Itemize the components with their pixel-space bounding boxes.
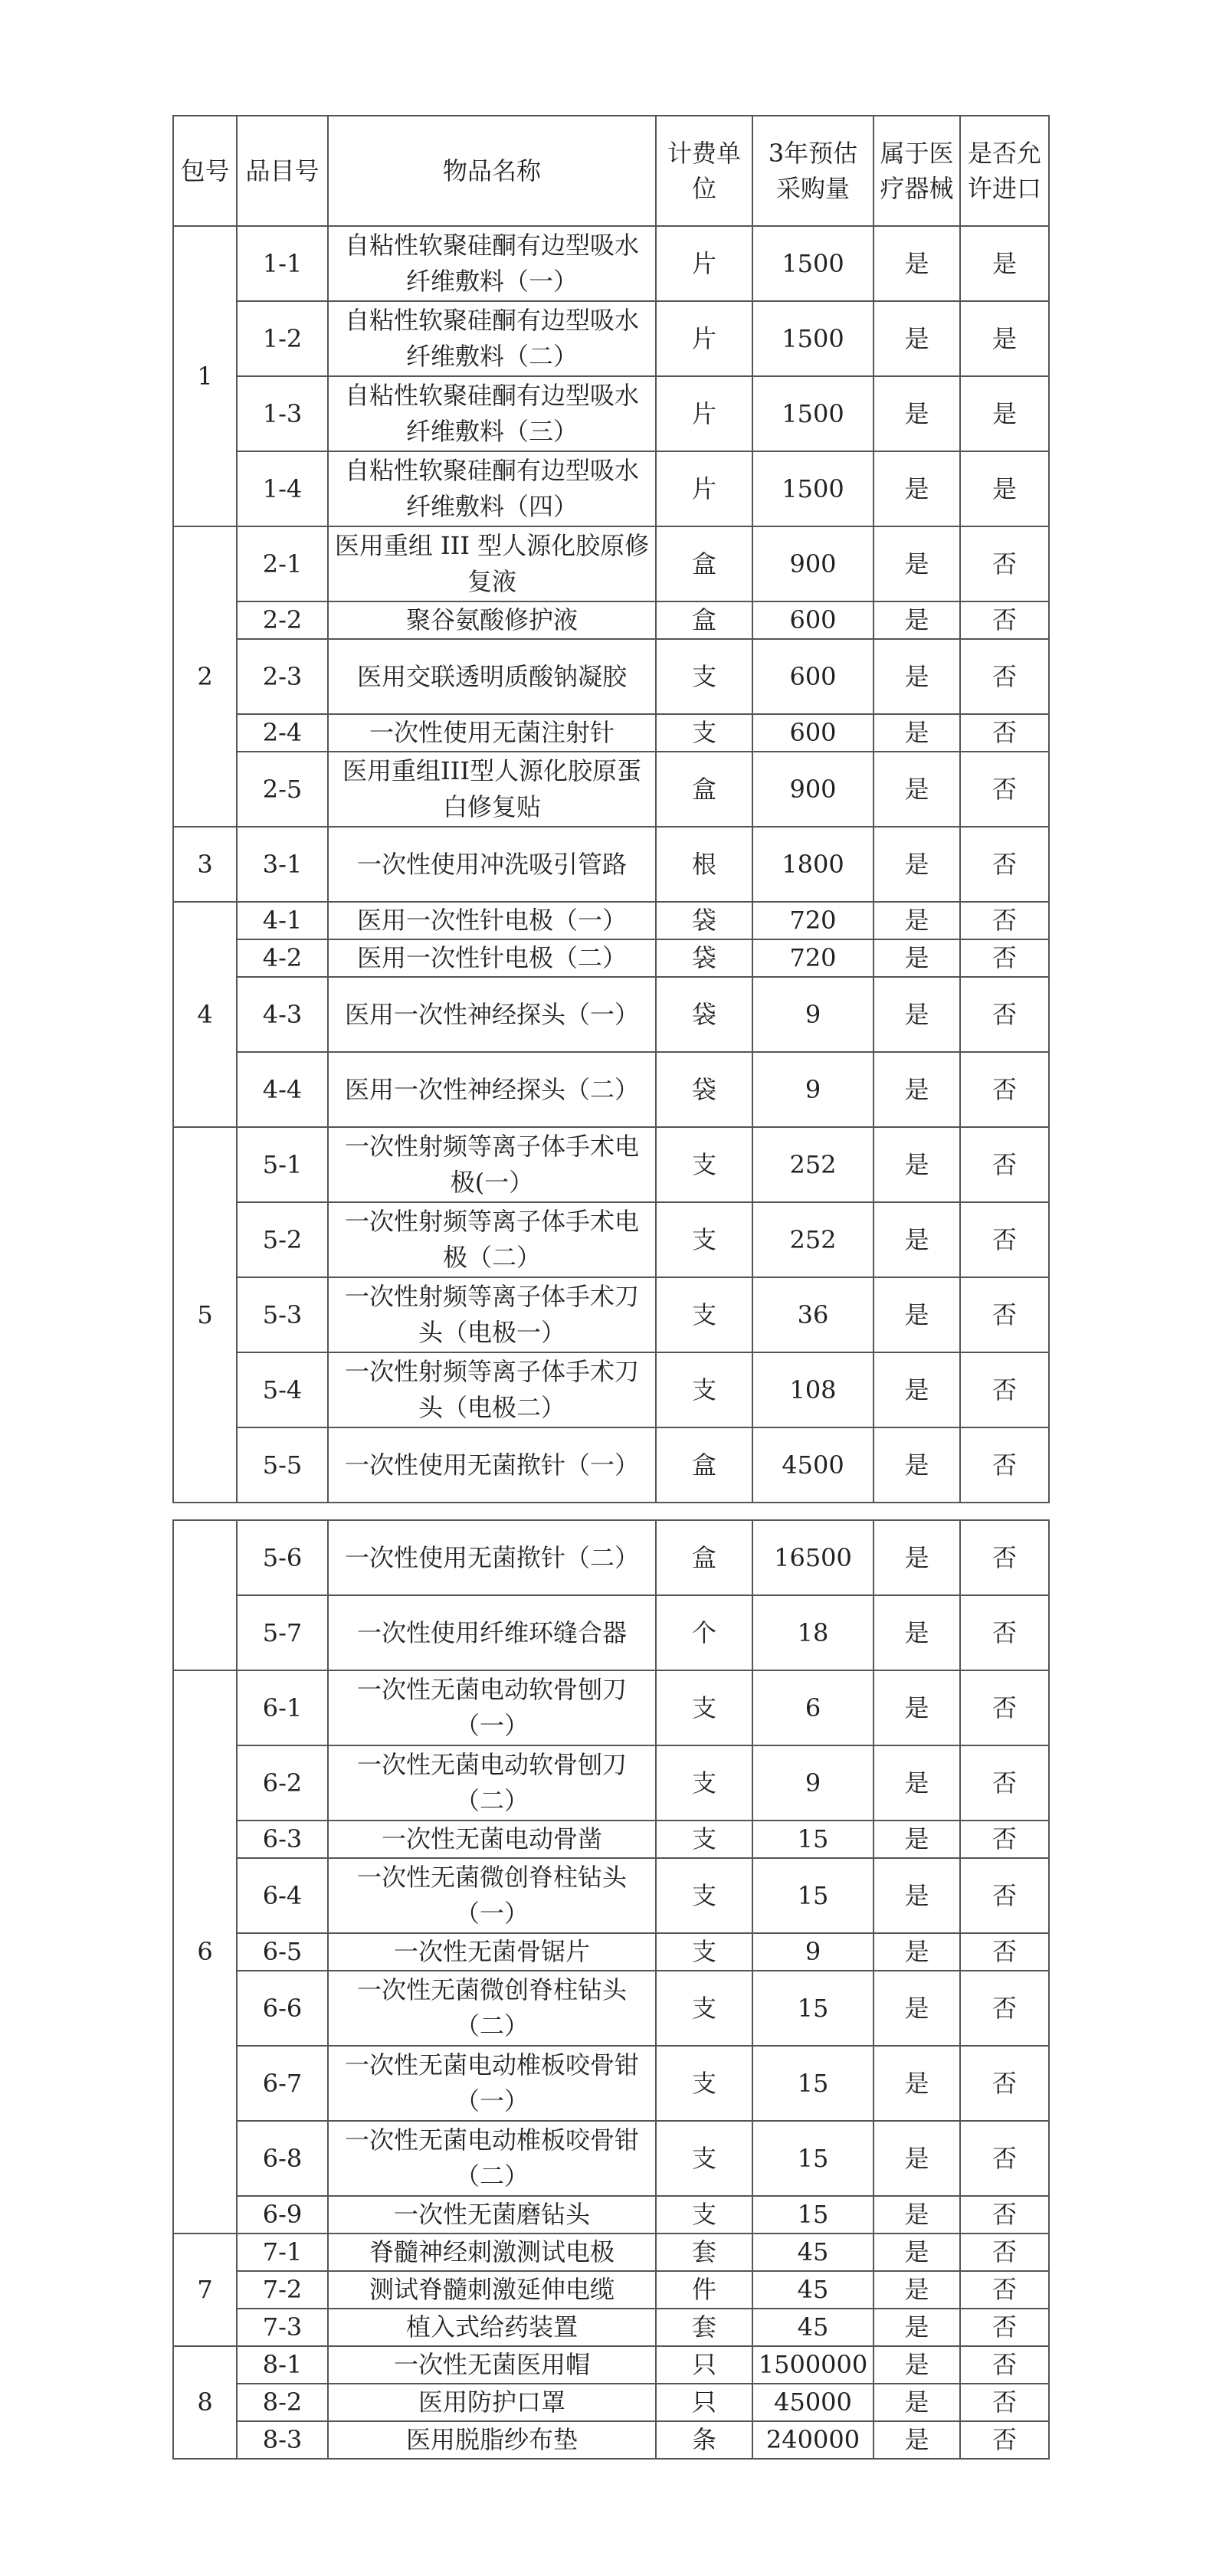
quantity-cell: 15 [752, 1858, 873, 1933]
item-no-cell: 7-3 [237, 2309, 328, 2346]
unit-cell: 支 [656, 1127, 752, 1202]
import-allowed-cell: 否 [960, 526, 1049, 601]
item-name-cell: 医用脱脂纱布垫 [328, 2421, 656, 2459]
quantity-cell: 720 [752, 939, 873, 977]
medical-device-cell: 是 [873, 2121, 960, 2196]
item-no-cell: 5-6 [237, 1520, 328, 1595]
table-row [173, 2271, 1049, 2309]
quantity-cell: 1500 [752, 301, 873, 376]
item-name-cell: 医用一次性神经探头（一） [328, 977, 656, 1052]
item-no-cell: 7-1 [237, 2234, 328, 2271]
medical-device-cell: 是 [873, 1052, 960, 1127]
item-name-cell: 聚谷氨酸修护液 [328, 601, 656, 639]
item-no-cell: 5-3 [237, 1277, 328, 1352]
quantity-cell: 15 [752, 2196, 873, 2234]
table-row [173, 1745, 1049, 1821]
import-allowed-cell: 否 [960, 1427, 1049, 1503]
quantity-cell: 108 [752, 1352, 873, 1427]
item-name-cell: 医用交联透明质酸钠凝胶 [328, 639, 656, 714]
unit-cell: 支 [656, 1277, 752, 1352]
medical-device-cell: 是 [873, 526, 960, 601]
medical-device-cell: 是 [873, 2421, 960, 2459]
medical-device-cell: 是 [873, 451, 960, 526]
medical-device-cell: 是 [873, 714, 960, 752]
unit-cell: 套 [656, 2234, 752, 2271]
table-row [173, 1052, 1049, 1127]
item-no-cell: 8-1 [237, 2346, 328, 2384]
import-allowed-cell: 否 [960, 1520, 1049, 1595]
item-no-cell: 2-1 [237, 526, 328, 601]
unit-cell: 支 [656, 714, 752, 752]
import-allowed-cell: 否 [960, 1933, 1049, 1971]
medical-device-cell: 是 [873, 2309, 960, 2346]
item-no-cell: 2-5 [237, 752, 328, 827]
table-row [173, 376, 1049, 451]
quantity-cell: 9 [752, 977, 873, 1052]
item-no-cell: 2-4 [237, 714, 328, 752]
import-allowed-cell: 否 [960, 1202, 1049, 1277]
import-allowed-cell: 是 [960, 301, 1049, 376]
table-row [173, 752, 1049, 827]
import-allowed-cell: 否 [960, 827, 1049, 902]
import-allowed-cell: 否 [960, 1858, 1049, 1933]
item-name-cell: 一次性无菌电动软骨刨刀（二） [328, 1745, 656, 1821]
import-allowed-cell: 否 [960, 1821, 1049, 1858]
unit-cell: 支 [656, 2121, 752, 2196]
quantity-cell: 240000 [752, 2421, 873, 2459]
item-name-cell: 医用一次性神经探头（二） [328, 1052, 656, 1127]
item-name-cell: 一次性使用无菌揿针（一） [328, 1427, 656, 1503]
item-no-cell: 8-2 [237, 2384, 328, 2421]
header-item-no: 品目号 [237, 116, 328, 226]
medical-device-cell: 是 [873, 2384, 960, 2421]
table-row [173, 226, 1049, 301]
quantity-cell: 15 [752, 2046, 873, 2121]
medical-device-cell: 是 [873, 2046, 960, 2121]
unit-cell: 支 [656, 1821, 752, 1858]
table-row [173, 2421, 1049, 2459]
medical-device-cell: 是 [873, 939, 960, 977]
import-allowed-cell: 是 [960, 226, 1049, 301]
unit-cell: 支 [656, 1670, 752, 1745]
import-allowed-cell: 否 [960, 752, 1049, 827]
medical-device-cell: 是 [873, 1670, 960, 1745]
header-import-allowed: 是否允许进口 [960, 116, 1049, 226]
unit-cell: 条 [656, 2421, 752, 2459]
unit-cell: 个 [656, 1595, 752, 1670]
unit-cell: 支 [656, 1933, 752, 1971]
item-no-cell: 1-2 [237, 301, 328, 376]
procurement-table-part-1 [172, 115, 1050, 1503]
table-row [173, 2121, 1049, 2196]
package-no-cell: 5 [173, 1127, 237, 1503]
import-allowed-cell: 否 [960, 2346, 1049, 2384]
item-name-cell: 一次性使用冲洗吸引管路 [328, 827, 656, 902]
unit-cell: 片 [656, 226, 752, 301]
item-no-cell: 5-2 [237, 1202, 328, 1277]
item-name-cell: 一次性射频等离子体手术电极（二） [328, 1202, 656, 1277]
medical-device-cell: 是 [873, 376, 960, 451]
unit-cell: 支 [656, 1202, 752, 1277]
quantity-cell: 45 [752, 2234, 873, 2271]
import-allowed-cell: 否 [960, 2421, 1049, 2459]
medical-device-cell: 是 [873, 1202, 960, 1277]
quantity-cell: 18 [752, 1595, 873, 1670]
item-name-cell: 一次性射频等离子体手术刀头（电极一） [328, 1277, 656, 1352]
table-row [173, 1821, 1049, 1858]
table-row [173, 1427, 1049, 1503]
import-allowed-cell: 否 [960, 2234, 1049, 2271]
table-row [173, 902, 1049, 939]
quantity-cell: 1500000 [752, 2346, 873, 2384]
medical-device-cell: 是 [873, 752, 960, 827]
item-name-cell: 医用一次性针电极（二） [328, 939, 656, 977]
medical-device-cell: 是 [873, 1971, 960, 2046]
quantity-cell: 1800 [752, 827, 873, 902]
medical-device-cell: 是 [873, 226, 960, 301]
package-no-cell: 1 [173, 226, 237, 526]
item-name-cell: 自粘性软聚硅酮有边型吸水纤维敷料（一） [328, 226, 656, 301]
item-name-cell: 一次性无菌医用帽 [328, 2346, 656, 2384]
quantity-cell: 252 [752, 1202, 873, 1277]
import-allowed-cell: 否 [960, 1745, 1049, 1821]
unit-cell: 片 [656, 376, 752, 451]
quantity-cell: 45000 [752, 2384, 873, 2421]
unit-cell: 支 [656, 1858, 752, 1933]
import-allowed-cell: 否 [960, 2271, 1049, 2309]
item-no-cell: 2-2 [237, 601, 328, 639]
header-row [173, 116, 1049, 226]
header-package-no: 包号 [173, 116, 237, 226]
medical-device-cell: 是 [873, 601, 960, 639]
table-row [173, 1520, 1049, 1595]
item-no-cell: 5-5 [237, 1427, 328, 1503]
import-allowed-cell: 否 [960, 1670, 1049, 1745]
table-row [173, 1202, 1049, 1277]
unit-cell: 只 [656, 2384, 752, 2421]
unit-cell: 支 [656, 1971, 752, 2046]
medical-device-cell: 是 [873, 1858, 960, 1933]
unit-cell: 盒 [656, 526, 752, 601]
unit-cell: 袋 [656, 1052, 752, 1127]
item-no-cell: 7-2 [237, 2271, 328, 2309]
package-no-cell [173, 1520, 237, 1670]
import-allowed-cell: 否 [960, 2384, 1049, 2421]
quantity-cell: 900 [752, 526, 873, 601]
item-name-cell: 一次性无菌骨锯片 [328, 1933, 656, 1971]
item-name-cell: 一次性使用无菌揿针（二） [328, 1520, 656, 1595]
quantity-cell: 9 [752, 1052, 873, 1127]
table-row [173, 2196, 1049, 2234]
unit-cell: 袋 [656, 977, 752, 1052]
import-allowed-cell: 否 [960, 601, 1049, 639]
medical-device-cell: 是 [873, 827, 960, 902]
table-row [173, 601, 1049, 639]
table-row [173, 2346, 1049, 2384]
item-no-cell: 6-9 [237, 2196, 328, 2234]
header-unit: 计费单位 [656, 116, 752, 226]
quantity-cell: 4500 [752, 1427, 873, 1503]
import-allowed-cell: 否 [960, 1971, 1049, 2046]
quantity-cell: 16500 [752, 1520, 873, 1595]
table-row [173, 714, 1049, 752]
table-row [173, 301, 1049, 376]
item-no-cell: 6-5 [237, 1933, 328, 1971]
header-medical-device: 属于医疗器械 [873, 116, 960, 226]
import-allowed-cell: 否 [960, 2196, 1049, 2234]
quantity-cell: 15 [752, 2121, 873, 2196]
item-no-cell: 6-8 [237, 2121, 328, 2196]
quantity-cell: 900 [752, 752, 873, 827]
unit-cell: 根 [656, 827, 752, 902]
table-row [173, 827, 1049, 902]
medical-device-cell: 是 [873, 1745, 960, 1821]
import-allowed-cell: 否 [960, 714, 1049, 752]
item-no-cell: 5-7 [237, 1595, 328, 1670]
unit-cell: 袋 [656, 902, 752, 939]
item-name-cell: 医用重组 III 型人源化胶原修复液 [328, 526, 656, 601]
unit-cell: 支 [656, 2196, 752, 2234]
table-row [173, 1971, 1049, 2046]
import-allowed-cell: 否 [960, 1127, 1049, 1202]
quantity-cell: 1500 [752, 376, 873, 451]
item-no-cell: 4-4 [237, 1052, 328, 1127]
package-no-cell: 8 [173, 2346, 237, 2459]
item-name-cell: 自粘性软聚硅酮有边型吸水纤维敷料（二） [328, 301, 656, 376]
table-row [173, 1127, 1049, 1202]
quantity-cell: 36 [752, 1277, 873, 1352]
import-allowed-cell: 否 [960, 939, 1049, 977]
package-no-cell: 7 [173, 2234, 237, 2346]
item-name-cell: 脊髓神经刺激测试电极 [328, 2234, 656, 2271]
package-no-cell: 2 [173, 526, 237, 827]
item-no-cell: 6-1 [237, 1670, 328, 1745]
item-no-cell: 6-3 [237, 1821, 328, 1858]
import-allowed-cell: 是 [960, 376, 1049, 451]
import-allowed-cell: 否 [960, 1352, 1049, 1427]
medical-device-cell: 是 [873, 1520, 960, 1595]
quantity-cell: 6 [752, 1670, 873, 1745]
item-name-cell: 一次性无菌微创脊柱钻头（一） [328, 1858, 656, 1933]
medical-device-cell: 是 [873, 301, 960, 376]
item-name-cell: 一次性使用纤维环缝合器 [328, 1595, 656, 1670]
item-no-cell: 4-2 [237, 939, 328, 977]
quantity-cell: 720 [752, 902, 873, 939]
item-no-cell: 3-1 [237, 827, 328, 902]
unit-cell: 盒 [656, 1520, 752, 1595]
quantity-cell: 600 [752, 601, 873, 639]
header-item-name: 物品名称 [328, 116, 656, 226]
unit-cell: 片 [656, 301, 752, 376]
table-row [173, 451, 1049, 526]
item-name-cell: 自粘性软聚硅酮有边型吸水纤维敷料（三） [328, 376, 656, 451]
item-name-cell: 一次性无菌电动椎板咬骨钳（一） [328, 2046, 656, 2121]
medical-device-cell: 是 [873, 1933, 960, 1971]
quantity-cell: 600 [752, 714, 873, 752]
unit-cell: 支 [656, 1352, 752, 1427]
medical-device-cell: 是 [873, 2196, 960, 2234]
package-no-cell: 4 [173, 902, 237, 1127]
item-no-cell: 5-4 [237, 1352, 328, 1427]
item-name-cell: 植入式给药装置 [328, 2309, 656, 2346]
table-row [173, 977, 1049, 1052]
table-row [173, 2234, 1049, 2271]
package-no-cell: 3 [173, 827, 237, 902]
quantity-cell: 45 [752, 2271, 873, 2309]
item-name-cell: 一次性使用无菌注射针 [328, 714, 656, 752]
table-row [173, 939, 1049, 977]
item-no-cell: 4-1 [237, 902, 328, 939]
package-no-cell: 6 [173, 1670, 237, 2234]
header-quantity: 3年预估采购量 [752, 116, 873, 226]
unit-cell: 盒 [656, 1427, 752, 1503]
medical-device-cell: 是 [873, 2271, 960, 2309]
item-no-cell: 2-3 [237, 639, 328, 714]
import-allowed-cell: 否 [960, 2046, 1049, 2121]
medical-device-cell: 是 [873, 1427, 960, 1503]
unit-cell: 片 [656, 451, 752, 526]
import-allowed-cell: 否 [960, 1277, 1049, 1352]
item-no-cell: 5-1 [237, 1127, 328, 1202]
table-row [173, 1933, 1049, 1971]
import-allowed-cell: 否 [960, 902, 1049, 939]
medical-device-cell: 是 [873, 1127, 960, 1202]
medical-device-cell: 是 [873, 1821, 960, 1858]
unit-cell: 套 [656, 2309, 752, 2346]
import-allowed-cell: 否 [960, 1052, 1049, 1127]
table-row [173, 1352, 1049, 1427]
item-no-cell: 6-6 [237, 1971, 328, 2046]
item-name-cell: 医用重组III型人源化胶原蛋白修复贴 [328, 752, 656, 827]
medical-device-cell: 是 [873, 639, 960, 714]
quantity-cell: 15 [752, 1971, 873, 2046]
item-name-cell: 医用一次性针电极（一） [328, 902, 656, 939]
table-row [173, 1277, 1049, 1352]
import-allowed-cell: 否 [960, 639, 1049, 714]
import-allowed-cell: 否 [960, 2309, 1049, 2346]
item-name-cell: 一次性无菌微创脊柱钻头（二） [328, 1971, 656, 2046]
item-no-cell: 1-4 [237, 451, 328, 526]
item-no-cell: 6-2 [237, 1745, 328, 1821]
medical-device-cell: 是 [873, 902, 960, 939]
quantity-cell: 1500 [752, 226, 873, 301]
table-row [173, 2046, 1049, 2121]
medical-device-cell: 是 [873, 1352, 960, 1427]
medical-device-cell: 是 [873, 1595, 960, 1670]
item-name-cell: 一次性射频等离子体手术刀头（电极二） [328, 1352, 656, 1427]
quantity-cell: 9 [752, 1745, 873, 1821]
unit-cell: 盒 [656, 752, 752, 827]
medical-device-cell: 是 [873, 977, 960, 1052]
medical-device-cell: 是 [873, 2234, 960, 2271]
import-allowed-cell: 否 [960, 2121, 1049, 2196]
item-no-cell: 6-7 [237, 2046, 328, 2121]
unit-cell: 盒 [656, 601, 752, 639]
item-no-cell: 4-3 [237, 977, 328, 1052]
table-row [173, 1670, 1049, 1745]
import-allowed-cell: 否 [960, 1595, 1049, 1670]
item-no-cell: 6-4 [237, 1858, 328, 1933]
unit-cell: 支 [656, 639, 752, 714]
unit-cell: 支 [656, 1745, 752, 1821]
quantity-cell: 600 [752, 639, 873, 714]
item-name-cell: 测试脊髓刺激延伸电缆 [328, 2271, 656, 2309]
quantity-cell: 45 [752, 2309, 873, 2346]
unit-cell: 袋 [656, 939, 752, 977]
table-row [173, 526, 1049, 601]
table-row [173, 2309, 1049, 2346]
item-no-cell: 1-3 [237, 376, 328, 451]
item-no-cell: 1-1 [237, 226, 328, 301]
quantity-cell: 9 [752, 1933, 873, 1971]
item-name-cell: 医用防护口罩 [328, 2384, 656, 2421]
unit-cell: 件 [656, 2271, 752, 2309]
table-row [173, 1595, 1049, 1670]
unit-cell: 支 [656, 2046, 752, 2121]
item-no-cell: 8-3 [237, 2421, 328, 2459]
import-allowed-cell: 是 [960, 451, 1049, 526]
medical-device-cell: 是 [873, 1277, 960, 1352]
item-name-cell: 一次性无菌电动椎板咬骨钳（二） [328, 2121, 656, 2196]
quantity-cell: 15 [752, 1821, 873, 1858]
table-row [173, 1858, 1049, 1933]
procurement-table-part-2 [172, 1519, 1050, 2460]
item-name-cell: 一次性无菌磨钻头 [328, 2196, 656, 2234]
item-name-cell: 一次性无菌电动骨凿 [328, 1821, 656, 1858]
item-name-cell: 自粘性软聚硅酮有边型吸水纤维敷料（四） [328, 451, 656, 526]
table-row [173, 639, 1049, 714]
unit-cell: 只 [656, 2346, 752, 2384]
import-allowed-cell: 否 [960, 977, 1049, 1052]
item-name-cell: 一次性射频等离子体手术电极(一） [328, 1127, 656, 1202]
quantity-cell: 1500 [752, 451, 873, 526]
medical-device-cell: 是 [873, 2346, 960, 2384]
quantity-cell: 252 [752, 1127, 873, 1202]
item-name-cell: 一次性无菌电动软骨刨刀（一） [328, 1670, 656, 1745]
table-row [173, 2384, 1049, 2421]
